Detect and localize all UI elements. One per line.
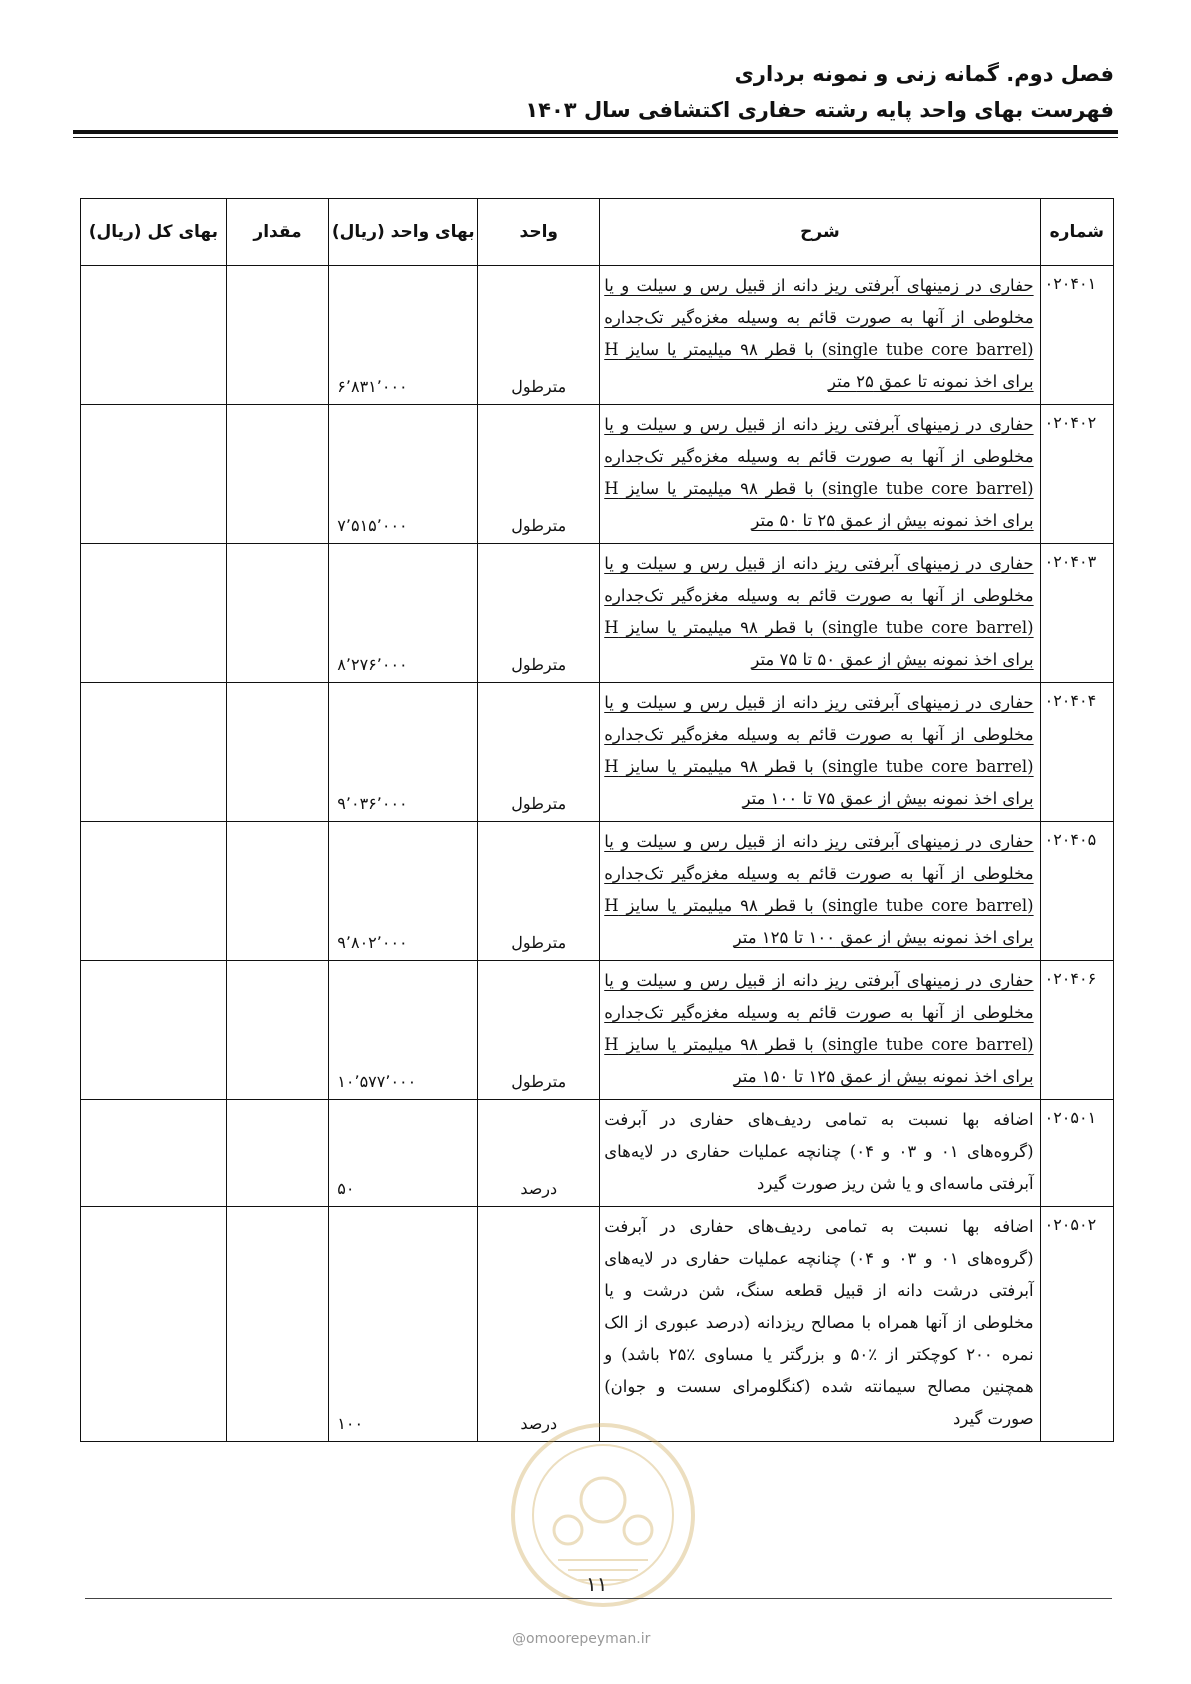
chapter-title: فصل دوم. گمانه زنی و نمونه برداری: [734, 62, 1114, 86]
row-unit: مترطول: [478, 961, 600, 1100]
row-description: [600, 822, 1040, 961]
row-unit-price: ۱۰۰: [329, 1207, 478, 1442]
row-description: [600, 961, 1040, 1100]
row-description-text: حفاری در زمینهای آبرفتی ریز دانه از قبیل رس و سیلت و یا مخلوطی از آنها به صورت قائم به وسیله مغزه‌گیر تک‌جداره (single tube core barrel) با قطر ۹۸ میلیمتر یا سایز H برای اخذ نمونه بیش از عمق ۵۰ تا ۷۵ متر: [604, 554, 1034, 669]
row-code: ۰۲۰۴۰۲: [1040, 405, 1113, 544]
row-code: ۰۲۰۴۰۳: [1040, 544, 1113, 683]
row-total-price: [81, 405, 227, 544]
row-quantity: [226, 544, 329, 683]
row-description: [600, 405, 1040, 544]
row-code: ۰۲۰۴۰۵: [1040, 822, 1113, 961]
column-header-quantity: مقدار: [226, 199, 329, 266]
price-list-table: [80, 198, 1114, 1442]
table-row: [81, 405, 1114, 544]
table-row: [81, 822, 1114, 961]
column-header-description: شرح: [600, 199, 1040, 266]
page-number: ۱۱: [586, 1572, 608, 1596]
row-unit-price: ۹٬۰۳۶٬۰۰۰: [329, 683, 478, 822]
row-quantity: [226, 1207, 329, 1442]
row-unit: درصد: [478, 1100, 600, 1207]
column-header-unit: واحد: [478, 199, 600, 266]
row-unit-price: ۷٬۵۱۵٬۰۰۰: [329, 405, 478, 544]
row-unit-price: ۱۰٬۵۷۷٬۰۰۰: [329, 961, 478, 1100]
row-total-price: [81, 822, 227, 961]
row-quantity: [226, 266, 329, 405]
row-description-text: حفاری در زمینهای آبرفتی ریز دانه از قبیل رس و سیلت و یا مخلوطی از آنها به صورت قائم به وسیله مغزه‌گیر تک‌جداره (single tube core barrel) با قطر ۹۸ میلیمتر یا سایز H برای اخذ نمونه بیش از عمق ۱۲۵ تا ۱۵۰ متر: [604, 971, 1034, 1086]
row-total-price: [81, 266, 227, 405]
row-unit: مترطول: [478, 405, 600, 544]
row-quantity: [226, 683, 329, 822]
table-row: [81, 683, 1114, 822]
column-header-total-price: بهای کل (ریال): [81, 199, 227, 266]
row-code: ۰۲۰۴۰۱: [1040, 266, 1113, 405]
table-row: [81, 961, 1114, 1100]
row-total-price: [81, 1100, 227, 1207]
table-row: [81, 1100, 1114, 1207]
row-code: ۰۲۰۴۰۶: [1040, 961, 1113, 1100]
row-unit-price: ۹٬۸۰۲٬۰۰۰: [329, 822, 478, 961]
row-unit: درصد: [478, 1207, 600, 1442]
column-header-unit-price: بهای واحد (ریال): [329, 199, 478, 266]
row-unit: مترطول: [478, 266, 600, 405]
row-unit-price: ۸٬۲۷۶٬۰۰۰: [329, 544, 478, 683]
row-description: [600, 544, 1040, 683]
row-description: [600, 266, 1040, 405]
footer-rule: [85, 1598, 1112, 1599]
row-description-text: حفاری در زمینهای آبرفتی ریز دانه از قبیل رس و سیلت و یا مخلوطی از آنها به صورت قائم به وسیله مغزه‌گیر تک‌جداره (single tube core barrel) با قطر ۹۸ میلیمتر یا سایز H برای اخذ نمونه تا عمق ۲۵ متر: [604, 276, 1034, 391]
row-unit: مترطول: [478, 822, 600, 961]
table-row: [81, 1207, 1114, 1442]
header-rule-thin: [73, 137, 1118, 138]
row-description-text: حفاری در زمینهای آبرفتی ریز دانه از قبیل رس و سیلت و یا مخلوطی از آنها به صورت قائم به وسیله مغزه‌گیر تک‌جداره (single tube core barrel) با قطر ۹۸ میلیمتر یا سایز H برای اخذ نمونه بیش از عمق ۲۵ تا ۵۰ متر: [604, 415, 1034, 530]
watermark-url: @omoorepeyman.ir: [512, 1631, 651, 1647]
document-title: فهرست بهای واحد پایه رشته حفاری اکتشافی سال ۱۴۰۳: [525, 98, 1114, 122]
row-total-price: [81, 683, 227, 822]
row-total-price: [81, 961, 227, 1100]
table-row: [81, 266, 1114, 405]
row-description-text: حفاری در زمینهای آبرفتی ریز دانه از قبیل رس و سیلت و یا مخلوطی از آنها به صورت قائم به وسیله مغزه‌گیر تک‌جداره (single tube core barrel) با قطر ۹۸ میلیمتر یا سایز H برای اخذ نمونه بیش از عمق ۷۵ تا ۱۰۰ متر: [604, 693, 1034, 808]
row-description: اضافه بها نسبت به تمامی ردیف‌های حفاری در آبرفت (گروه‌های ۰۱ و ۰۳ و ۰۴) چنانچه عملیات حفاری در لایه‌های آبرفتی ماسه‌ای و یا شن ریز صورت گیرد: [600, 1100, 1040, 1207]
row-code: ۰۲۰۵۰۲: [1040, 1207, 1113, 1442]
row-code: ۰۲۰۴۰۴: [1040, 683, 1113, 822]
table-row: [81, 544, 1114, 683]
row-description: اضافه بها نسبت به تمامی ردیف‌های حفاری در آبرفت (گروه‌های ۰۱ و ۰۳ و ۰۴) چنانچه عملیات حفاری در لایه‌های آبرفتی درشت دانه از قبیل قطعه سنگ، شن درشت و یا مخلوطی از آنها همراه با مصالح ریزدانه (درصد عبوری از الک نمره ۲۰۰ کوچکتر از ٪۵۰ و بزرگتر یا مساوی ٪۲۵ باشد) و همچنین مصالح سیمانته شده (کنگلومرای سست و جوان) صورت گیرد: [600, 1207, 1040, 1442]
row-unit: مترطول: [478, 544, 600, 683]
table-header-row: [81, 199, 1114, 266]
header-rule-thick: [73, 130, 1118, 134]
row-quantity: [226, 405, 329, 544]
row-quantity: [226, 822, 329, 961]
row-description: [600, 683, 1040, 822]
column-header-code: شماره: [1040, 199, 1113, 266]
row-quantity: [226, 1100, 329, 1207]
row-total-price: [81, 544, 227, 683]
row-unit-price: ۶٬۸۳۱٬۰۰۰: [329, 266, 478, 405]
row-total-price: [81, 1207, 227, 1442]
row-code: ۰۲۰۵۰۱: [1040, 1100, 1113, 1207]
row-unit: مترطول: [478, 683, 600, 822]
row-quantity: [226, 961, 329, 1100]
row-description-text: حفاری در زمینهای آبرفتی ریز دانه از قبیل رس و سیلت و یا مخلوطی از آنها به صورت قائم به وسیله مغزه‌گیر تک‌جداره (single tube core barrel) با قطر ۹۸ میلیمتر یا سایز H برای اخذ نمونه بیش از عمق ۱۰۰ تا ۱۲۵ متر: [604, 832, 1034, 947]
row-unit-price: ۵۰: [329, 1100, 478, 1207]
